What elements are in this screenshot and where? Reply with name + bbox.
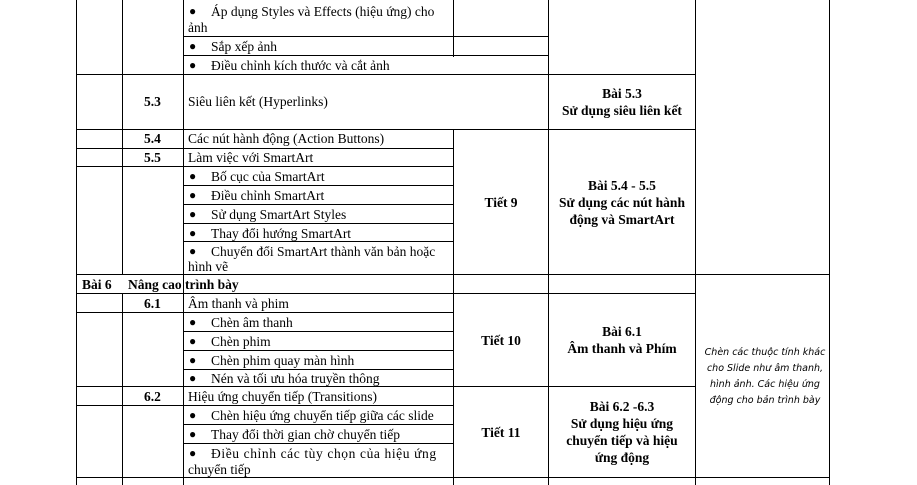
bullet-icon: ● [189,58,197,72]
bullet-icon: ● [189,353,197,367]
period-cell [454,294,548,386]
topic-item: Điều chỉnh các tùy chọn của hiệu ứng [211,446,437,461]
note-line: cho Slide như âm thanh, [706,363,824,374]
section-number: 5.4 [144,131,161,146]
topic-item: Điều chỉnh kích thước và cắt ảnh [211,58,390,73]
topic-item: Chèn phim quay màn hình [211,353,355,368]
lesson-label: Bài 6 [82,277,112,292]
bullet-icon: ● [189,427,197,441]
lesson-name: Sử dụng các nút hành [559,194,685,210]
bullet-icon: ● [189,207,197,221]
section-number: 5.5 [144,150,161,165]
lesson-cell [549,75,695,129]
topic-item-continued: chuyển tiếp [188,462,251,477]
lesson-name: động và SmartArt [569,211,675,227]
bullet-icon: ● [189,4,197,18]
topic-item: Áp dụng Styles và Effects (hiệu ứng) cho [211,4,435,19]
topic-item: Chèn phim [211,334,271,349]
section-title: Làm việc với SmartArt [188,150,314,165]
notes-cell [700,345,830,409]
topic-item: Bố cục của SmartArt [211,169,325,184]
note-line: động cho bản trình bày [709,395,821,406]
lesson-code: Bài 6.1 [602,324,642,339]
bullet-icon: ● [189,226,197,240]
lesson-cell [549,387,695,477]
bullet-icon: ● [189,244,197,258]
section-title: Các nút hành động (Action Buttons) [188,131,385,146]
section-title: Hiệu ứng chuyển tiếp (Transitions) [188,389,378,404]
topic-item: Nén và tối ưu hóa truyền thông [211,371,380,386]
topic-item: Chèn âm thanh [211,315,293,330]
bullet-icon: ● [189,188,197,202]
lesson-name: Âm thanh và Phím [567,341,677,356]
lesson-name: chuyển tiếp và hiệu [566,433,678,448]
bullet-icon: ● [189,39,197,53]
section-number: 6.2 [144,389,161,404]
period-cell [454,387,548,477]
section-number: 5.3 [144,94,161,109]
lesson-cell [549,130,695,274]
period-label: Tiết 10 [481,332,521,348]
lesson-name: Sử dụng hiệu ứng [570,416,674,431]
lesson-code: Bài 5.4 - 5.5 [588,177,656,193]
topic-item: Thay đổi thời gian chờ chuyển tiếp [211,427,400,442]
lesson-code: Bài 6.2 -6.3 [589,399,655,414]
period-cell [454,130,548,274]
bullet-icon: ● [189,334,197,348]
lesson-code: Bài 5.3 [602,86,642,101]
bullet-icon: ● [189,446,197,460]
bullet-icon: ● [189,169,197,183]
topic-item: Thay đổi hướng SmartArt [211,226,352,241]
topic-item: Chuyển đổi SmartArt thành văn bản hoặc [211,244,436,259]
lesson-cell [549,294,695,386]
section-title: Âm thanh và phim [188,296,289,311]
topic-item-continued: ảnh [188,20,208,35]
section-number: 6.1 [144,296,161,311]
bullet-icon: ● [189,315,197,329]
period-label: Tiết 11 [481,424,521,440]
note-line: Chèn các thuộc tính khác [704,347,826,358]
period-label: Tiết 9 [484,194,518,210]
lesson-title: Nâng cao trình bày [128,277,239,292]
lesson-name: Sử dụng siêu liên kết [562,103,682,118]
lesson-name: ứng động [594,450,650,465]
bullet-icon: ● [189,408,197,422]
topic-item: Sắp xếp ảnh [211,39,277,54]
bullet-icon: ● [189,371,197,385]
topic-item: Sử dụng SmartArt Styles [211,207,347,222]
section-title: Siêu liên kết (Hyperlinks) [188,94,328,109]
note-line: hình ảnh. Các hiệu ứng [710,379,820,390]
topic-item: Điều chỉnh SmartArt [211,188,325,203]
topic-item: Chèn hiệu ứng chuyển tiếp giữa các slide [211,408,434,423]
topic-item-continued: hình vẽ [188,259,229,274]
